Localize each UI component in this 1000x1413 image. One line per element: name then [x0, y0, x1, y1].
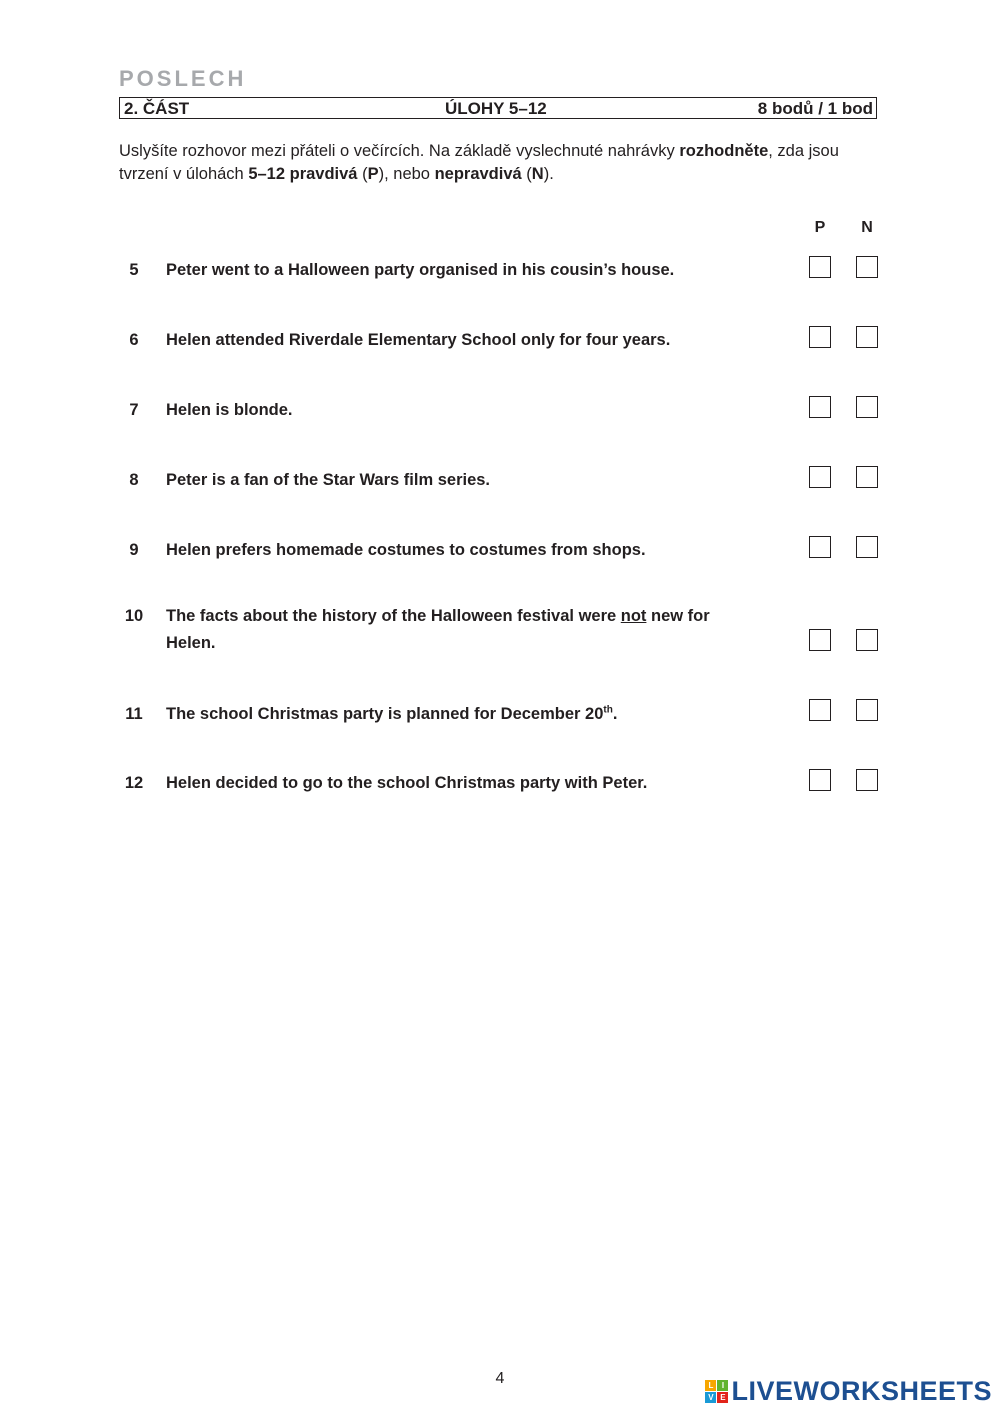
column-header-n: N [861, 219, 873, 236]
question-text: Peter is a fan of the Star Wars film series. [166, 471, 491, 489]
brand-name: LIVEWORKSHEETS [731, 1376, 992, 1406]
checkbox-p[interactable] [809, 699, 831, 721]
question-number: 6 [129, 331, 139, 349]
instructions-bold-1: rozhodněte [679, 142, 769, 160]
logo-tile: E [717, 1392, 728, 1403]
points-label: 8 bodů / 1 bod [757, 99, 873, 118]
instructions-text-6: ). [543, 165, 554, 183]
question-text: Helen prefers homemade costumes to costumes from shops. [166, 541, 646, 559]
checkbox-p[interactable] [809, 629, 831, 651]
liveworksheets-brand[interactable] [705, 1376, 992, 1407]
logo-tile: I [717, 1380, 728, 1391]
instructions-bold-4: nepravdivá [434, 165, 522, 183]
question-number: 7 [129, 401, 139, 419]
checkbox-n[interactable] [856, 326, 878, 348]
question-number: 5 [129, 261, 139, 279]
instructions-text-3: ( [357, 165, 368, 183]
checkbox-n[interactable] [856, 256, 878, 278]
checkbox-n[interactable] [856, 396, 878, 418]
checkbox-p[interactable] [809, 256, 831, 278]
part-label: 2. ČÁST [124, 99, 190, 118]
header-bar [119, 97, 877, 119]
question-number: 9 [129, 541, 139, 559]
question-number: 12 [124, 774, 144, 792]
instructions-text-2: , zda jsou tvrzení v úlohách [119, 142, 839, 183]
section-title: POSLECH [119, 66, 247, 91]
instructions [119, 140, 879, 186]
checkbox-p[interactable] [809, 536, 831, 558]
checkbox-p[interactable] [809, 466, 831, 488]
column-header-p: P [814, 219, 826, 236]
instructions-bold-2: 5–12 pravdivá [248, 165, 358, 183]
question-text: Helen attended Riverdale Elementary School only for four years. [166, 331, 671, 349]
checkbox-p[interactable] [809, 326, 831, 348]
question-text-part-2: new for Helen. [166, 607, 710, 652]
question-text-part-1: The facts about the history of the Halloween festival were [166, 607, 621, 625]
liveworksheets-logo-icon [705, 1380, 728, 1403]
checkbox-n[interactable] [856, 466, 878, 488]
instructions-text-4: ), nebo [378, 165, 435, 183]
logo-tile: V [705, 1392, 716, 1403]
instructions-bold-5: N [531, 165, 544, 183]
question-text-part-2: . [612, 705, 618, 723]
instructions-text-1: Uslyšíte rozhovor mezi přáteli o večírcích. Na základě vyslechnuté nahrávky [119, 142, 680, 160]
checkbox-n[interactable] [856, 536, 878, 558]
question-text [166, 603, 756, 657]
question-text [166, 701, 766, 728]
question-text-underlined: not [620, 607, 647, 625]
page-number: 4 [495, 1370, 505, 1387]
instructions-bold-3: P [367, 165, 379, 183]
checkbox-p[interactable] [809, 396, 831, 418]
question-text: Peter went to a Halloween party organised in his cousin’s house. [166, 261, 675, 279]
checkbox-p[interactable] [809, 769, 831, 791]
logo-tile: L [705, 1380, 716, 1391]
question-number: 8 [129, 471, 139, 489]
checkbox-n[interactable] [856, 699, 878, 721]
tasks-label: ÚLOHY 5–12 [445, 99, 547, 118]
question-number: 10 [124, 607, 144, 625]
question-text-part-1: The school Christmas party is planned for December 20 [166, 705, 604, 723]
checkbox-n[interactable] [856, 769, 878, 791]
checkbox-n[interactable] [856, 629, 878, 651]
question-text: Helen decided to go to the school Christmas party with Peter. [166, 774, 648, 792]
ordinal-suffix: th [603, 704, 613, 716]
question-text: Helen is blonde. [166, 401, 293, 419]
instructions-text-5: ( [521, 165, 532, 183]
question-number: 11 [125, 705, 143, 723]
